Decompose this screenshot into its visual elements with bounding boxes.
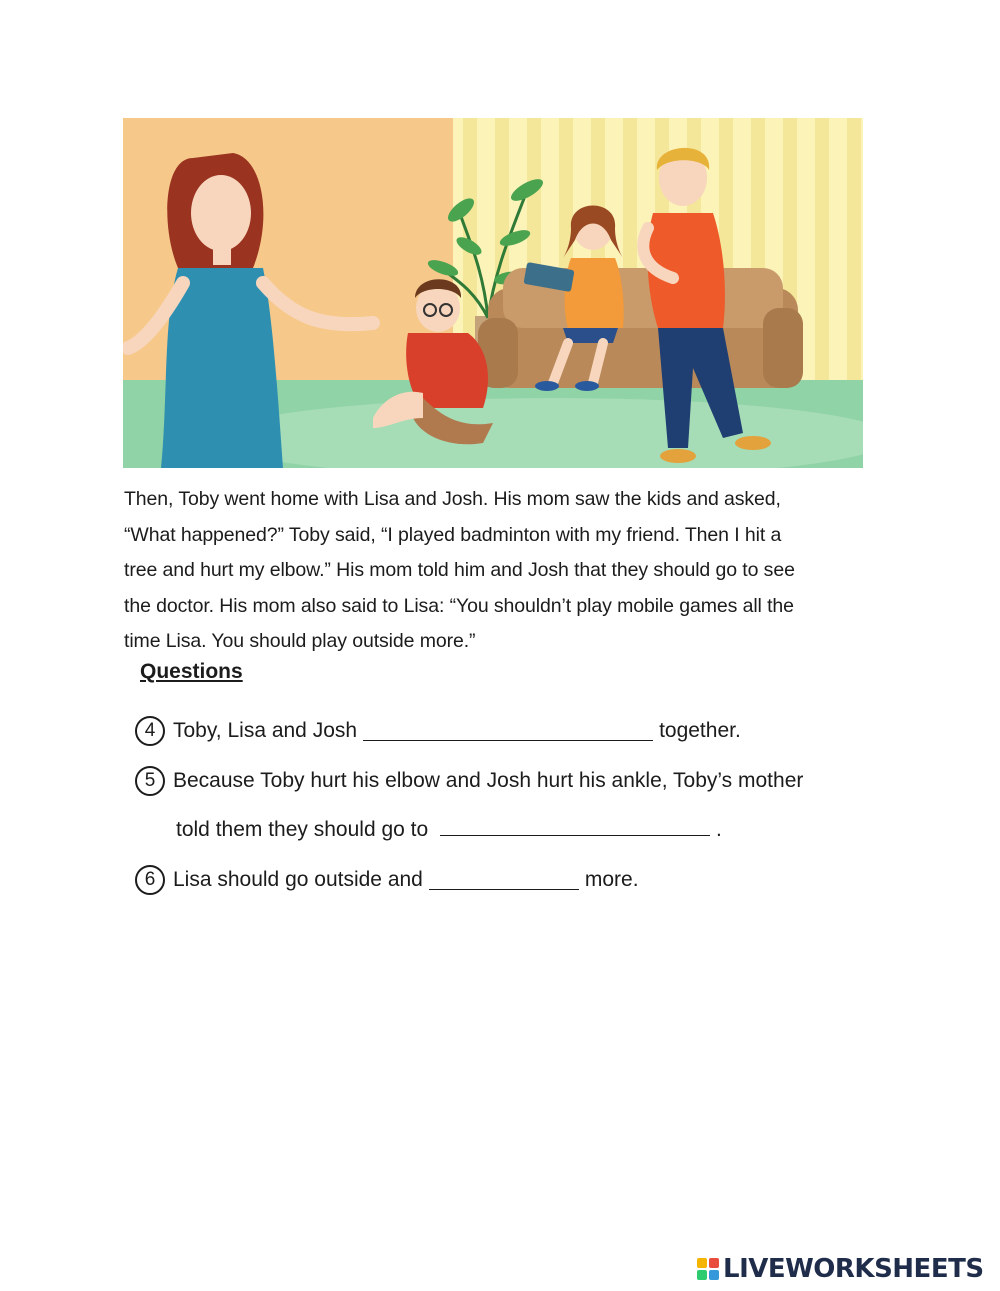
logo-text: LIVEWORKSHEETS <box>723 1254 984 1284</box>
logo-square <box>709 1270 719 1280</box>
question-text: Because Toby hurt his elbow and Josh hurt his ankle, Toby’s mother <box>173 769 804 792</box>
question-text: together. <box>659 719 741 742</box>
logo-square <box>697 1270 707 1280</box>
story-text <box>124 482 884 660</box>
question-5-continuation <box>176 817 722 842</box>
question-number-badge: 6 <box>135 865 165 895</box>
logo-square <box>709 1258 719 1268</box>
question-number-badge: 4 <box>135 716 165 746</box>
question-text: more. <box>584 868 639 891</box>
story-illustration <box>123 118 863 468</box>
question-text: . <box>716 818 722 841</box>
question-text: Lisa should go outside and <box>173 868 423 891</box>
question-4 <box>135 716 741 746</box>
story-line: time Lisa. You should play outside more.” <box>124 630 476 652</box>
question-6 <box>135 865 639 895</box>
story-line: “What happened?” Toby said, “I played badminton with my friend. Then I hit a <box>124 523 782 546</box>
answer-blank[interactable] <box>363 722 653 741</box>
story-line: tree and hurt my elbow.” His mom told him and Josh that they should go to see <box>124 559 795 581</box>
answer-blank[interactable] <box>429 871 579 890</box>
question-text: told them they should go to <box>176 818 429 841</box>
question-5 <box>135 766 803 796</box>
story-line: Then, Toby went home with Lisa and Josh. His mom saw the kids and asked, <box>124 488 781 510</box>
logo-mark-icon <box>697 1258 719 1280</box>
story-line: the doctor. His mom also said to Lisa: “You shouldn’t play mobile games all the <box>124 594 794 617</box>
logo-square <box>697 1258 707 1268</box>
questions-heading: Questions <box>140 660 243 683</box>
question-text: Toby, Lisa and Josh <box>173 719 358 742</box>
answer-blank[interactable] <box>440 817 710 836</box>
liveworksheets-logo <box>697 1253 984 1285</box>
question-number-badge: 5 <box>135 766 165 796</box>
